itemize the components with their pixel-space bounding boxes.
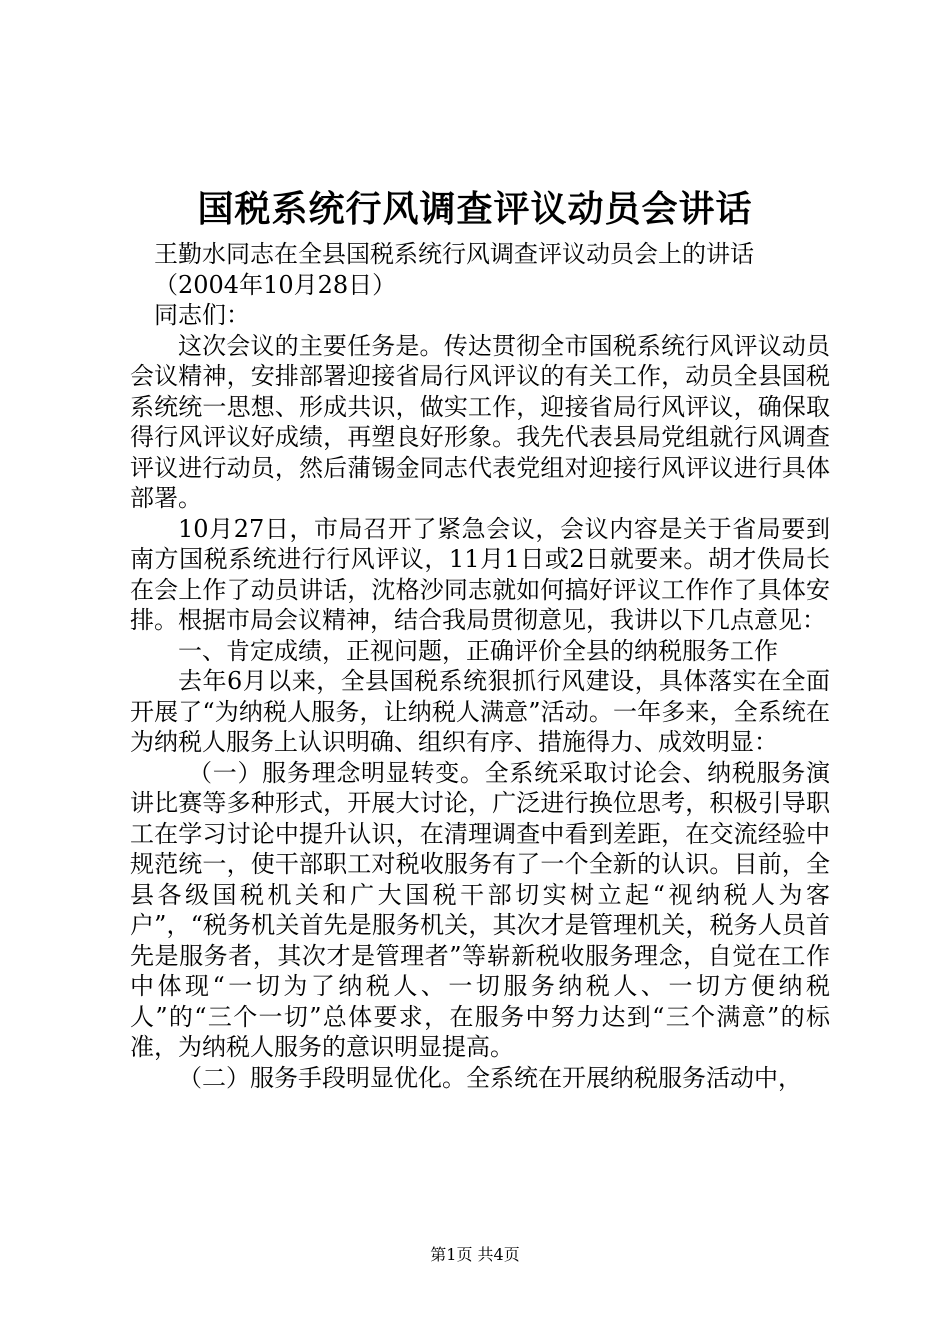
document-date: （2004年10月28日） <box>154 270 397 299</box>
salutation: 同志们： <box>154 301 250 329</box>
paragraph: （一）服务理念明显转变。全系统采取讨论会、纳税服务演讲比赛等多种形式，开展大讨论，广泛进行换位思考，积极引导职工在学习讨论中提升认识，在清理调查中看到差距，在交流经验中规范统一，使干部职工对税收服务有了一个全新的认识。目前，全县各级国税机关和广大国税干部切实树立起“视纳税人为客户”，“税务机关首先是服务机关，其次才是管理机关，税务人员首先是服务者，其次才是管理者”等崭新税收服务理念，自觉在工作中体现“一切为了纳税人、一切服务纳税人、一切方便纳税人”的“三个一切”总体要求，在服务中努力达到“三个满意”的标准，为纳税人服务的意识明显提高。 <box>130 758 830 1061</box>
paragraph: 10月27日，市局召开了紧急会议，会议内容是关于省局要到南方国税系统进行行风评议，11月1日或2日就要来。胡才佚局长在会上作了动员讲话，沈格沙同志就如何搞好评议工作作了具体安排。根据市局会议精神，结合我局贯彻意见，我讲以下几点意见： <box>130 514 830 634</box>
document-title: 国税系统行风调查评议动员会讲话 <box>197 188 753 230</box>
document-subtitle: 王勤水同志在全县国税系统行风调查评议动员会上的讲话 <box>154 240 754 268</box>
section-heading: 一、肯定成绩，正视问题，正确评价全县的纳税服务工作 <box>178 636 778 665</box>
paragraph: 去年6月以来，全县国税系统狠抓行风建设，具体落实在全面开展了“为纳税人服务，让纳税人满意”活动。一年多来，全系统在为纳税人服务上认识明确、组织有序、措施得力、成效明显： <box>130 667 830 756</box>
document-body <box>130 239 830 1093</box>
paragraph: 这次会议的主要任务是。传达贯彻全市国税系统行风评议动员会议精神，安排部署迎接省局行风评议的有关工作，动员全县国税系统统一思想、形成共识，做实工作，迎接省局行风评议，确保取得行风评议好成绩，再塑良好形象。我先代表县局党组就行风调查评议进行动员，然后蒲锡金同志代表党组对迎接行风评议进行具体部署。 <box>130 331 830 512</box>
page-footer: 第1页 共4页 <box>430 1245 520 1264</box>
paragraph: （二）服务手段明显优化。全系统在开展纳税服务活动中， <box>178 1063 802 1092</box>
